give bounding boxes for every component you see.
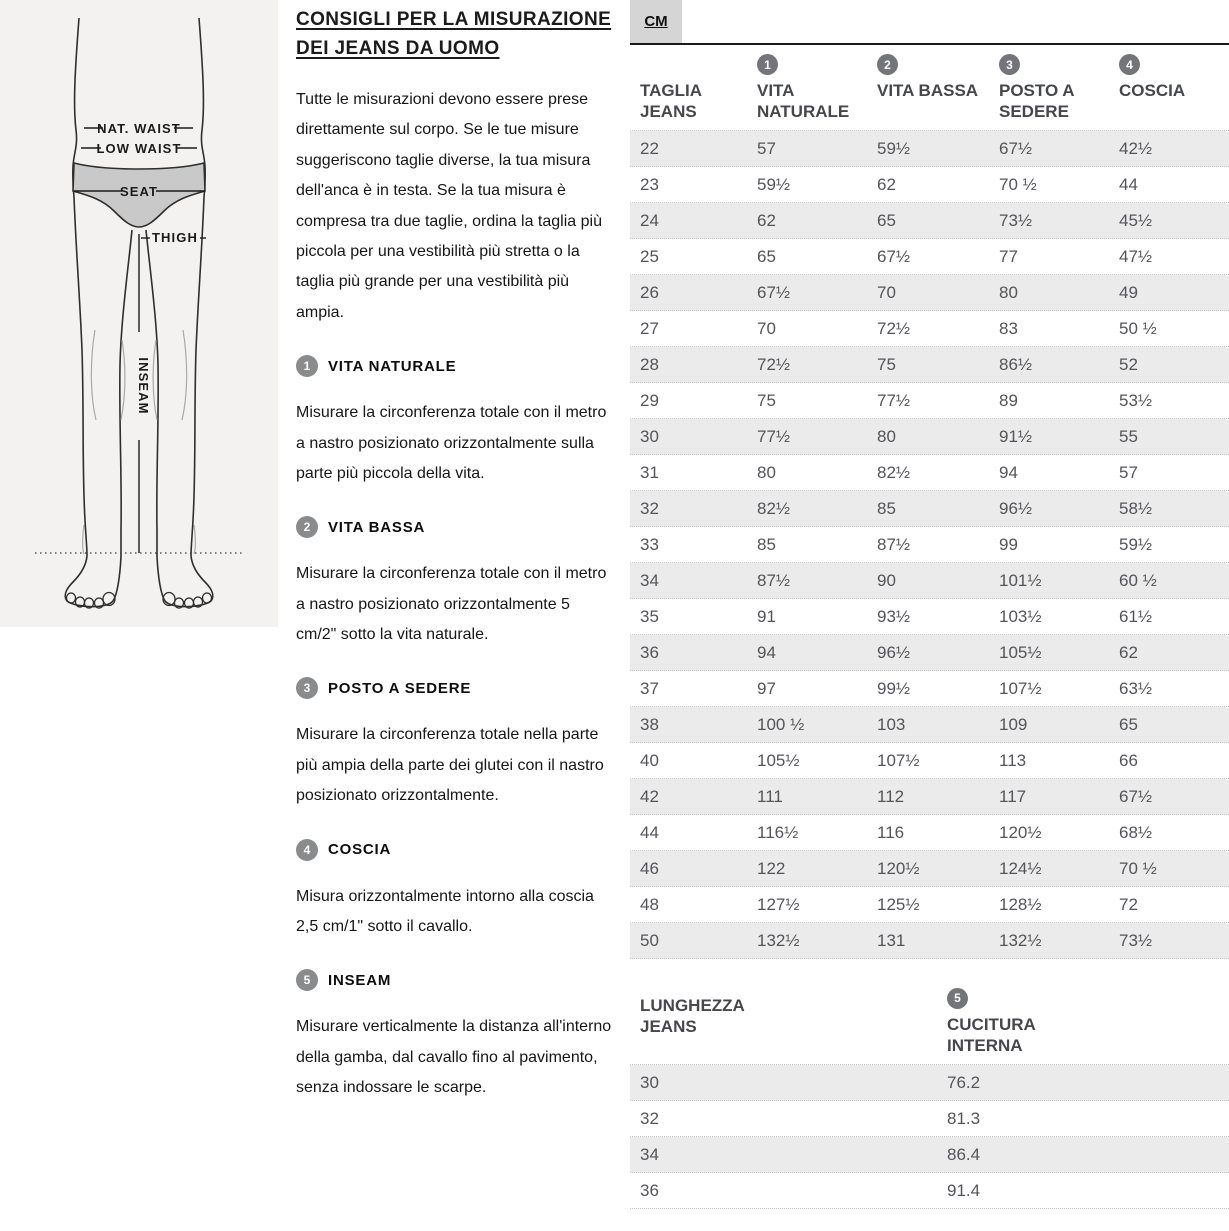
table-cell: 105½ [999, 642, 1042, 662]
table-cell: 28 [640, 354, 659, 374]
table-cell: 58½ [1119, 498, 1153, 518]
table-cell: 59½ [757, 174, 791, 194]
guide-section-label: COSCIA [328, 841, 392, 859]
table-cell: 52 [1119, 354, 1138, 374]
table-cell: 32 [640, 1109, 659, 1128]
table-cell: 100 ½ [757, 714, 805, 734]
table-row [630, 275, 1229, 311]
table-cell: 91.4 [947, 1181, 981, 1200]
table-cell: 61½ [1119, 606, 1153, 626]
table-cell: 27 [640, 318, 659, 338]
table-cell: 42 [640, 786, 659, 806]
table-cell: 32 [640, 498, 659, 518]
table-row [630, 527, 1229, 563]
column-number-badge: 5 [947, 988, 968, 1009]
table-cell: 99 [999, 534, 1018, 554]
table-cell: 45½ [1119, 210, 1153, 230]
length-table-header [630, 979, 1229, 1066]
guide-section-heading [296, 969, 614, 991]
left-foot-outline [65, 556, 121, 607]
table-row [630, 239, 1229, 275]
column-header-label: VITA NATURALE [757, 81, 850, 122]
table-cell: 80 [999, 282, 1018, 302]
table-cell: 103½ [999, 606, 1042, 626]
table-cell: 116½ [757, 822, 799, 842]
guide-section-heading [296, 355, 614, 377]
table-row [630, 887, 1229, 923]
table-cell: 94 [757, 642, 776, 662]
column-number-badge: 1 [757, 54, 778, 75]
table-cell: 30 [640, 426, 659, 446]
table-cell: 53½ [1119, 390, 1153, 410]
table-cell: 65 [757, 246, 776, 266]
table-cell: 128½ [999, 894, 1042, 914]
right-foot-outline [157, 556, 213, 607]
table-row [630, 923, 1229, 959]
column-header-label: CUCITURA INTERNA [947, 1014, 1036, 1055]
table-cell: 75 [757, 390, 776, 410]
table-cell: 101½ [999, 570, 1042, 590]
table-cell: 66 [1119, 750, 1138, 770]
column-number-badge: 3 [999, 54, 1020, 75]
table-cell: 59½ [877, 138, 911, 158]
table-row [630, 563, 1229, 599]
guide-section-text: Misurare la circonferenza totale nella parte più ampia della parte dei glutei con il nastro posizionato orizzontalmente. [296, 726, 604, 805]
table-cell: 73½ [1119, 930, 1153, 950]
table-row [630, 779, 1229, 815]
table-row [630, 131, 1229, 167]
table-row [630, 635, 1229, 671]
table-cell: 62 [1119, 642, 1138, 662]
page-title: CONSIGLI PER LA MISURAZIONE DEI JEANS DA UOMO [296, 9, 612, 59]
guide-section [296, 839, 614, 943]
table-cell: 62 [757, 210, 776, 230]
nat-waist-label: NAT. WAIST [97, 121, 181, 136]
length-table [630, 1065, 1229, 1209]
table-cell: 117 [999, 786, 1027, 806]
table-cell: 67½ [999, 138, 1033, 158]
column-header [1109, 54, 1229, 123]
table-cell: 23 [640, 174, 659, 194]
table-row [630, 599, 1229, 635]
table-cell: 91½ [999, 426, 1033, 446]
guide-section-text: Misura orizzontalmente intorno alla coscia 2,5 cm/1" sotto il cavallo. [296, 887, 594, 936]
table-cell: 70 ½ [999, 174, 1037, 194]
inseam-label: INSEAM [136, 357, 151, 415]
table-row [630, 1101, 1229, 1137]
column-header-label: LUNGHEZZA JEANS [640, 995, 745, 1036]
column-header-label: TAGLIA JEANS [640, 81, 702, 122]
table-cell: 40 [640, 750, 659, 770]
table-cell: 37 [640, 678, 659, 698]
table-cell: 85 [757, 534, 776, 554]
column-header [867, 54, 989, 123]
table-row [630, 671, 1229, 707]
table-cell: 70 [757, 318, 776, 338]
table-cell: 50 [640, 930, 659, 950]
column-header [989, 54, 1109, 123]
table-row [630, 743, 1229, 779]
column-header [937, 988, 1229, 1057]
table-cell: 86½ [999, 354, 1033, 374]
table-cell: 22 [640, 138, 659, 158]
guide-section [296, 969, 614, 1103]
table-cell: 77 [999, 246, 1018, 266]
column-header [630, 54, 747, 123]
table-row [630, 167, 1229, 203]
table-row [630, 1137, 1229, 1173]
table-cell: 31 [640, 462, 659, 482]
guide-section-text: Misurare verticalmente la distanza all'interno della gamba, dal cavallo fino al pavimento, senza indossare le scarpe. [296, 1018, 612, 1097]
table-cell: 72½ [877, 318, 911, 338]
table-cell: 105½ [757, 750, 800, 770]
guide-section-label: VITA NATURALE [328, 357, 457, 375]
table-cell: 62 [877, 174, 896, 194]
table-cell: 99½ [877, 678, 911, 698]
table-cell: 68½ [1119, 822, 1153, 842]
table-row [630, 419, 1229, 455]
table-cell: 87½ [757, 570, 791, 590]
table-cell: 48 [640, 894, 659, 914]
table-cell: 67½ [1119, 786, 1153, 806]
table-cell: 97 [757, 678, 776, 698]
guide-section [296, 516, 614, 650]
table-cell: 87½ [877, 534, 911, 554]
table-cell: 38 [640, 714, 659, 734]
table-cell: 29 [640, 390, 659, 410]
table-cell: 116 [877, 822, 905, 842]
table-cell: 113 [999, 750, 1027, 770]
table-cell: 35 [640, 606, 659, 626]
step-number-badge: 1 [296, 355, 318, 377]
table-cell: 76.2 [947, 1073, 981, 1092]
table-cell: 24 [640, 210, 659, 230]
body-figure-illustration [0, 0, 278, 627]
table-cell: 36 [640, 642, 659, 662]
table-cell: 94 [999, 462, 1018, 482]
table-cell: 75 [877, 354, 896, 374]
table-cell: 93½ [877, 606, 911, 626]
low-waist-label: LOW WAIST [96, 141, 182, 156]
table-cell: 59½ [1119, 534, 1153, 554]
table-row [630, 383, 1229, 419]
table-cell: 72½ [757, 354, 791, 374]
table-cell: 107½ [999, 678, 1042, 698]
table-cell: 57 [1119, 462, 1138, 482]
step-number-badge: 4 [296, 839, 318, 861]
table-cell: 50 ½ [1119, 318, 1157, 338]
table-row [630, 815, 1229, 851]
table-cell: 77½ [757, 426, 791, 446]
table-cell: 111 [757, 786, 783, 806]
table-cell: 73½ [999, 210, 1033, 230]
table-cell: 77½ [877, 390, 911, 410]
guide-section-label: VITA BASSA [328, 518, 426, 536]
table-cell: 132½ [757, 930, 800, 950]
step-number-badge: 5 [296, 969, 318, 991]
guide-section-label: POSTO A SEDERE [328, 679, 472, 697]
table-row [630, 707, 1229, 743]
guide-section-text: Misurare la circonferenza totale con il metro a nastro posizionato orizzontalmente 5 cm/2" sotto la vita naturale. [296, 565, 607, 644]
table-cell: 80 [877, 426, 896, 446]
table-cell: 44 [640, 822, 659, 842]
table-row [630, 347, 1229, 383]
column-header-label: POSTO A SEDERE [999, 81, 1074, 122]
table-cell: 83 [999, 318, 1018, 338]
left-leg-outer [74, 197, 87, 556]
guide-section-heading [296, 677, 614, 699]
guide-section [296, 677, 614, 811]
table-cell: 120½ [999, 822, 1042, 842]
body-measurement-diagram [0, 0, 278, 627]
table-cell: 67½ [877, 246, 911, 266]
size-tables-column [630, 0, 1229, 1209]
guide-section-label: INSEAM [328, 971, 392, 989]
table-cell: 57 [757, 138, 776, 158]
table-cell: 65 [877, 210, 896, 230]
guide-section-text: Misurare la circonferenza totale con il metro a nastro posizionato orizzontalmente sulla parte più piccola della vita. [296, 404, 607, 482]
size-table-header [630, 45, 1229, 131]
guide-section [296, 355, 614, 489]
column-header [630, 988, 937, 1057]
table-cell: 67½ [757, 282, 791, 302]
table-cell: 30 [640, 1073, 659, 1092]
table-cell: 109 [999, 714, 1028, 734]
table-cell: 42½ [1119, 138, 1153, 158]
table-cell: 120½ [877, 858, 920, 878]
table-row [630, 491, 1229, 527]
guide-section-heading [296, 516, 614, 538]
table-cell: 81.3 [947, 1109, 981, 1128]
table-row [630, 1173, 1229, 1209]
table-cell: 124½ [999, 858, 1042, 878]
table-cell: 65 [1119, 714, 1138, 734]
table-cell: 82½ [877, 462, 911, 482]
measuring-guide-column [296, 0, 614, 1209]
table-row [630, 851, 1229, 887]
table-cell: 34 [640, 570, 659, 590]
table-row [630, 311, 1229, 347]
table-cell: 49 [1119, 282, 1138, 302]
table-cell: 132½ [999, 930, 1042, 950]
column-number-badge: 4 [1119, 54, 1140, 75]
column-number-badge: 2 [877, 54, 898, 75]
table-cell: 33 [640, 534, 659, 554]
table-cell: 112 [877, 786, 905, 806]
tab-cm[interactable]: CM [630, 0, 682, 43]
table-cell: 34 [640, 1145, 659, 1164]
table-cell: 96½ [999, 498, 1033, 518]
size-table [630, 131, 1229, 959]
table-cell: 36 [640, 1181, 659, 1200]
table-cell: 85 [877, 498, 896, 518]
table-cell: 80 [757, 462, 776, 482]
guide-section-heading [296, 839, 614, 861]
step-number-badge: 3 [296, 677, 318, 699]
table-cell: 70 ½ [1119, 858, 1157, 878]
table-cell: 122 [757, 858, 786, 878]
table-cell: 47½ [1119, 246, 1153, 266]
seat-label: SEAT [119, 184, 159, 199]
right-leg-outer [191, 197, 204, 556]
column-header-label: VITA BASSA [877, 81, 979, 100]
table-cell: 125½ [877, 894, 920, 914]
toes [67, 593, 212, 609]
table-cell: 96½ [877, 642, 911, 662]
table-cell: 82½ [757, 498, 791, 518]
table-cell: 86.4 [947, 1145, 981, 1164]
table-cell: 26 [640, 282, 659, 302]
column-header-label: COSCIA [1119, 81, 1186, 100]
guide-intro-text: Tutte le misurazioni devono essere prese direttamente sul corpo. Se le tue misure suggeriscono taglie diverse, la tua misura dell'anca è in testa. Se la tua misura è compresa tra due taglie, ordina la taglia più piccola per una vestibilità più stretta o la taglia più grande per una vestibilità più ampia. [296, 91, 602, 321]
guide-sections [296, 355, 614, 1103]
table-cell: 131 [877, 930, 906, 950]
table-cell: 63½ [1119, 678, 1153, 698]
table-cell: 89 [999, 390, 1018, 410]
table-cell: 90 [877, 570, 896, 590]
column-header [747, 54, 867, 123]
table-cell: 55 [1119, 426, 1138, 446]
thigh-label: THIGH [152, 230, 198, 245]
table-cell: 91 [757, 606, 776, 626]
table-cell: 70 [877, 282, 896, 302]
table-cell: 127½ [757, 894, 800, 914]
table-row [630, 203, 1229, 239]
table-cell: 103 [877, 714, 906, 734]
table-cell: 72 [1119, 894, 1138, 914]
unit-tabs [630, 0, 1229, 45]
table-cell: 46 [640, 858, 659, 878]
step-number-badge: 2 [296, 516, 318, 538]
table-cell: 60 ½ [1119, 570, 1157, 590]
table-row [630, 455, 1229, 491]
table-cell: 44 [1119, 174, 1138, 194]
table-row [630, 1065, 1229, 1101]
left-leg-inner [120, 230, 132, 556]
table-cell: 25 [640, 246, 659, 266]
table-cell: 107½ [877, 750, 920, 770]
